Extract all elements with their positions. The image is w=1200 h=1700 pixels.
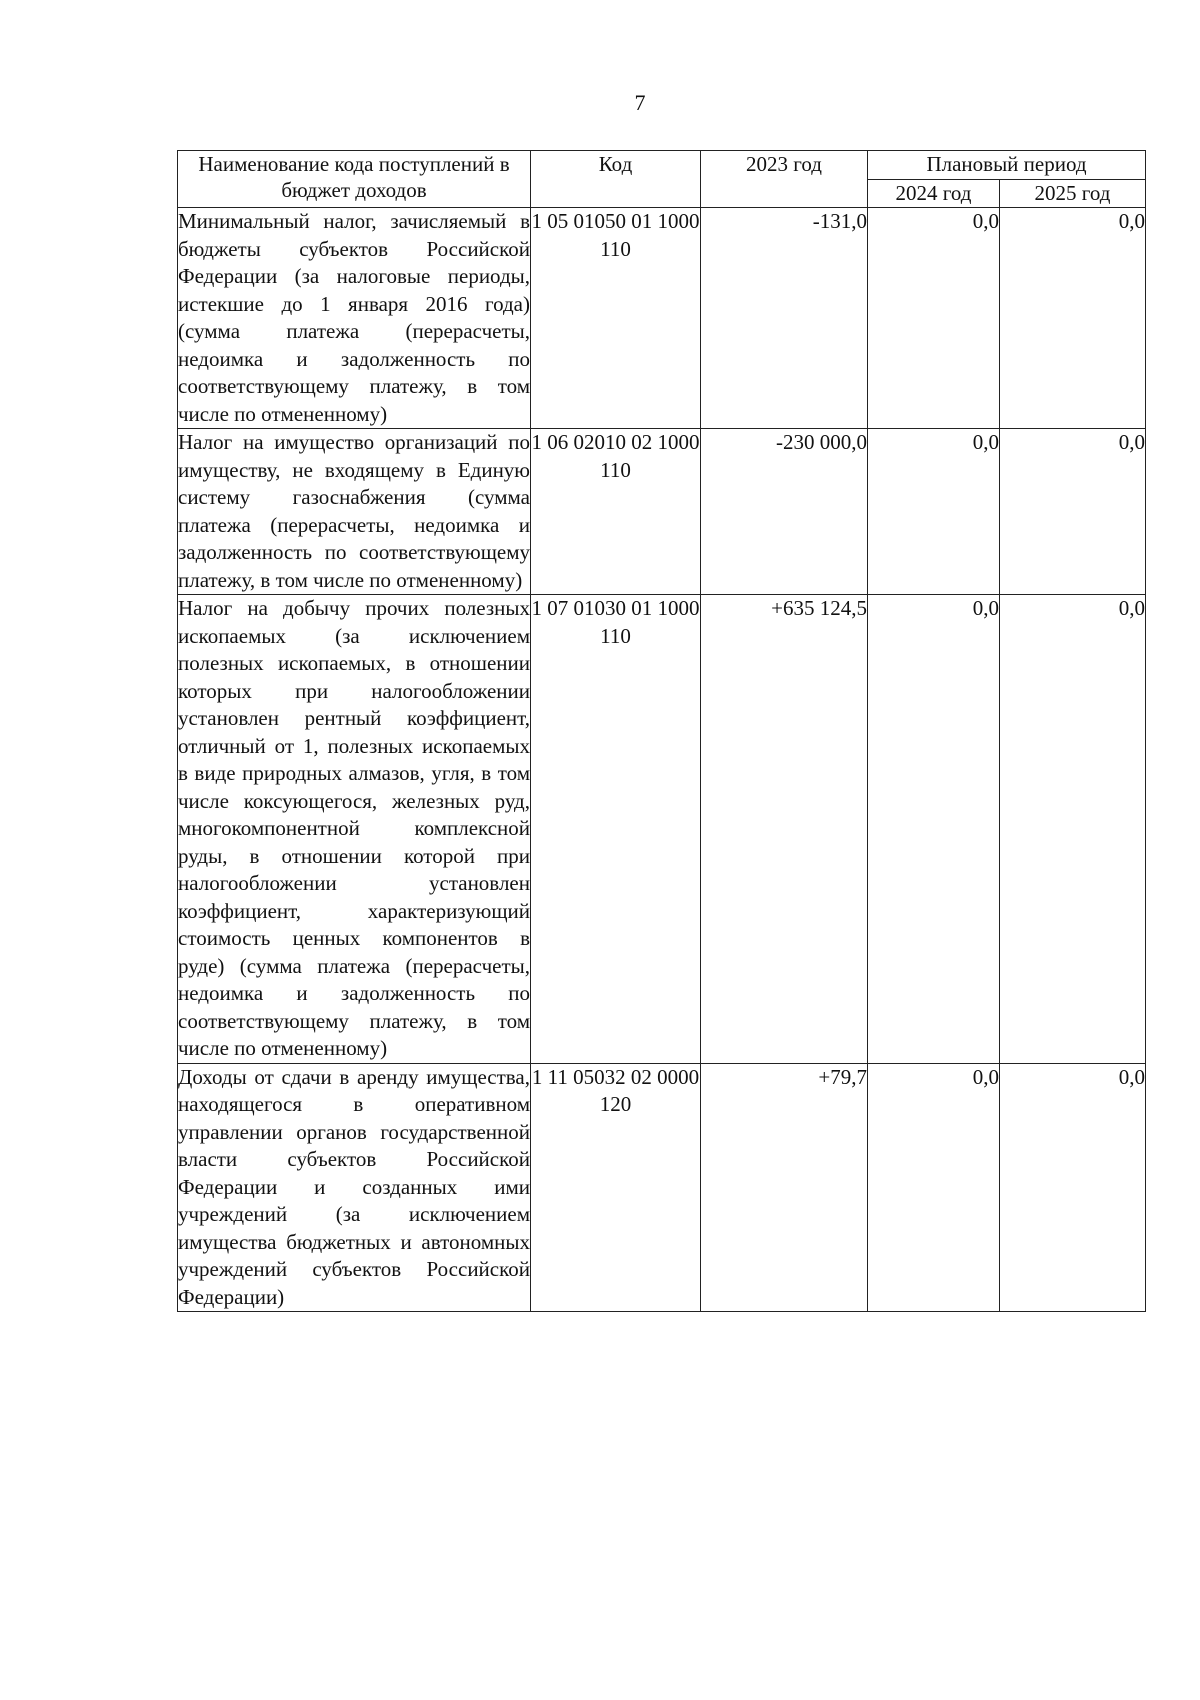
row-name: Налог на добычу прочих полезных ископаемых (за исключением полезных ископаемых, в отношении которых при налогообложении установлен рентный коэффициент, отличный от 1, полезных ископаемых в виде природных алмазов, угля, в том числе коксующегося, железных руд, многокомпонентной комплексной руды, в отношении которой при налогообложении установлен коэффициент, характеризующий стоимость ценных компонентов в руде) (сумма платежа (перерасчеты, недоимка и задолженность по соответствующему платежу, в том числе по отмененному) (178, 595, 531, 1064)
row-value-2023: +635 124,5 (701, 595, 868, 1064)
row-code: 1 06 02010 02 1000 110 (531, 429, 701, 595)
table-row (178, 1063, 1146, 1312)
row-value-2025: 0,0 (1000, 1063, 1146, 1312)
row-value-2025: 0,0 (1000, 429, 1146, 595)
row-value-2023: -131,0 (701, 208, 868, 429)
table-row (178, 595, 1146, 1064)
row-value-2025: 0,0 (1000, 208, 1146, 429)
header-planned-period: Плановый период (868, 151, 1146, 180)
table-row (178, 208, 1146, 429)
page-number: 7 (634, 90, 646, 115)
table-row (178, 429, 1146, 595)
header-2024: 2024 год (868, 179, 1000, 208)
row-code: 1 05 01050 01 1000 110 (531, 208, 701, 429)
row-code: 1 11 05032 02 0000 120 (531, 1063, 701, 1312)
revenue-table (177, 150, 1146, 1312)
header-name: Наименование кода поступлений в бюджет доходов (178, 151, 531, 208)
row-name: Минимальный налог, зачисляемый в бюджеты субъектов Российской Федерации (за налоговые периоды, истекшие до 1 января 2016 года) (сумма платежа (перерасчеты, недоимка и задолженность по соответствующему платежу, в том числе по отмененному) (178, 208, 531, 429)
header-2025: 2025 год (1000, 179, 1146, 208)
header-2023: 2023 год (701, 151, 868, 208)
row-value-2024: 0,0 (868, 1063, 1000, 1312)
row-value-2024: 0,0 (868, 595, 1000, 1064)
row-value-2024: 0,0 (868, 429, 1000, 595)
row-code: 1 07 01030 01 1000 110 (531, 595, 701, 1064)
row-value-2024: 0,0 (868, 208, 1000, 429)
header-code: Код (531, 151, 701, 208)
row-value-2023: +79,7 (701, 1063, 868, 1312)
row-value-2025: 0,0 (1000, 595, 1146, 1064)
row-name: Доходы от сдачи в аренду имущества, находящегося в оперативном управлении органов государственной власти субъектов Российской Федерации и созданных ими учреждений (за исключением имущества бюджетных и автономных учреждений субъектов Российской Федерации) (178, 1063, 531, 1312)
row-value-2023: -230 000,0 (701, 429, 868, 595)
row-name: Налог на имущество организаций по имуществу, не входящему в Единую систему газоснабжения (сумма платежа (перерасчеты, недоимка и задолженность по соответствующему платежу, в том числе по отмененному) (178, 429, 531, 595)
